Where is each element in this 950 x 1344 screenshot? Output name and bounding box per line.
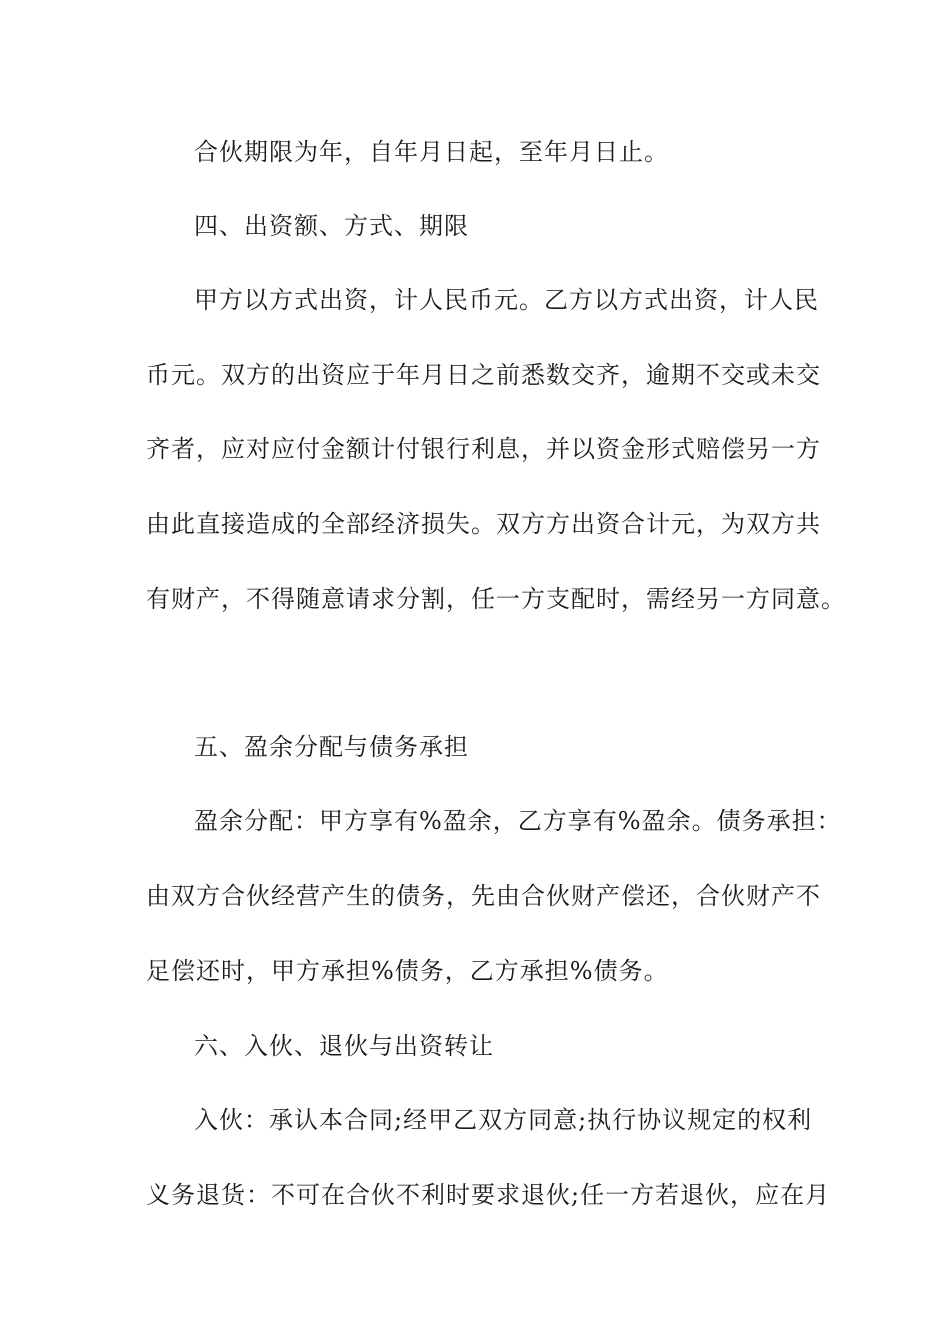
paragraph-contribution-line-5: 有财产，不得随意请求分割，任一方支配时，需经另一方同意。 — [146, 585, 846, 613]
section-heading-5: 五、盈余分配与债务承担 — [194, 733, 469, 761]
section-heading-4: 四、出资额、方式、期限 — [194, 212, 469, 240]
paragraph-contribution-line-1: 甲方以方式出资，计人民币元。乙方以方式出资，计人民 — [194, 286, 819, 314]
paragraph-admission-line-1: 入伙：承认本合同;经甲乙双方同意;执行协议规定的权利 — [194, 1106, 813, 1134]
paragraph-profit-line-2: 由双方合伙经营产生的债务，先由合伙财产偿还，合伙财产不 — [146, 882, 821, 910]
paragraph-admission-line-2: 义务退货：不可在合伙不利时要求退伙;任一方若退伙，应在月 — [146, 1181, 831, 1209]
section-heading-6: 六、入伙、退伙与出资转让 — [194, 1032, 494, 1060]
paragraph-profit-line-1: 盈余分配：甲方享有%盈余，乙方享有%盈余。债务承担： — [194, 807, 842, 835]
paragraph-contribution-line-4: 由此直接造成的全部经济损失。双方方出资合计元，为双方共 — [146, 510, 821, 538]
paragraph-term-line: 合伙期限为年，自年月日起，至年月日止。 — [194, 138, 669, 166]
paragraph-contribution-line-2: 币元。双方的出资应于年月日之前悉数交齐，逾期不交或未交 — [146, 361, 821, 389]
paragraph-contribution-line-3: 齐者，应对应付金额计付银行利息，并以资金形式赔偿另一方 — [146, 435, 821, 463]
paragraph-profit-line-3: 足偿还时，甲方承担%债务，乙方承担%债务。 — [146, 957, 669, 985]
